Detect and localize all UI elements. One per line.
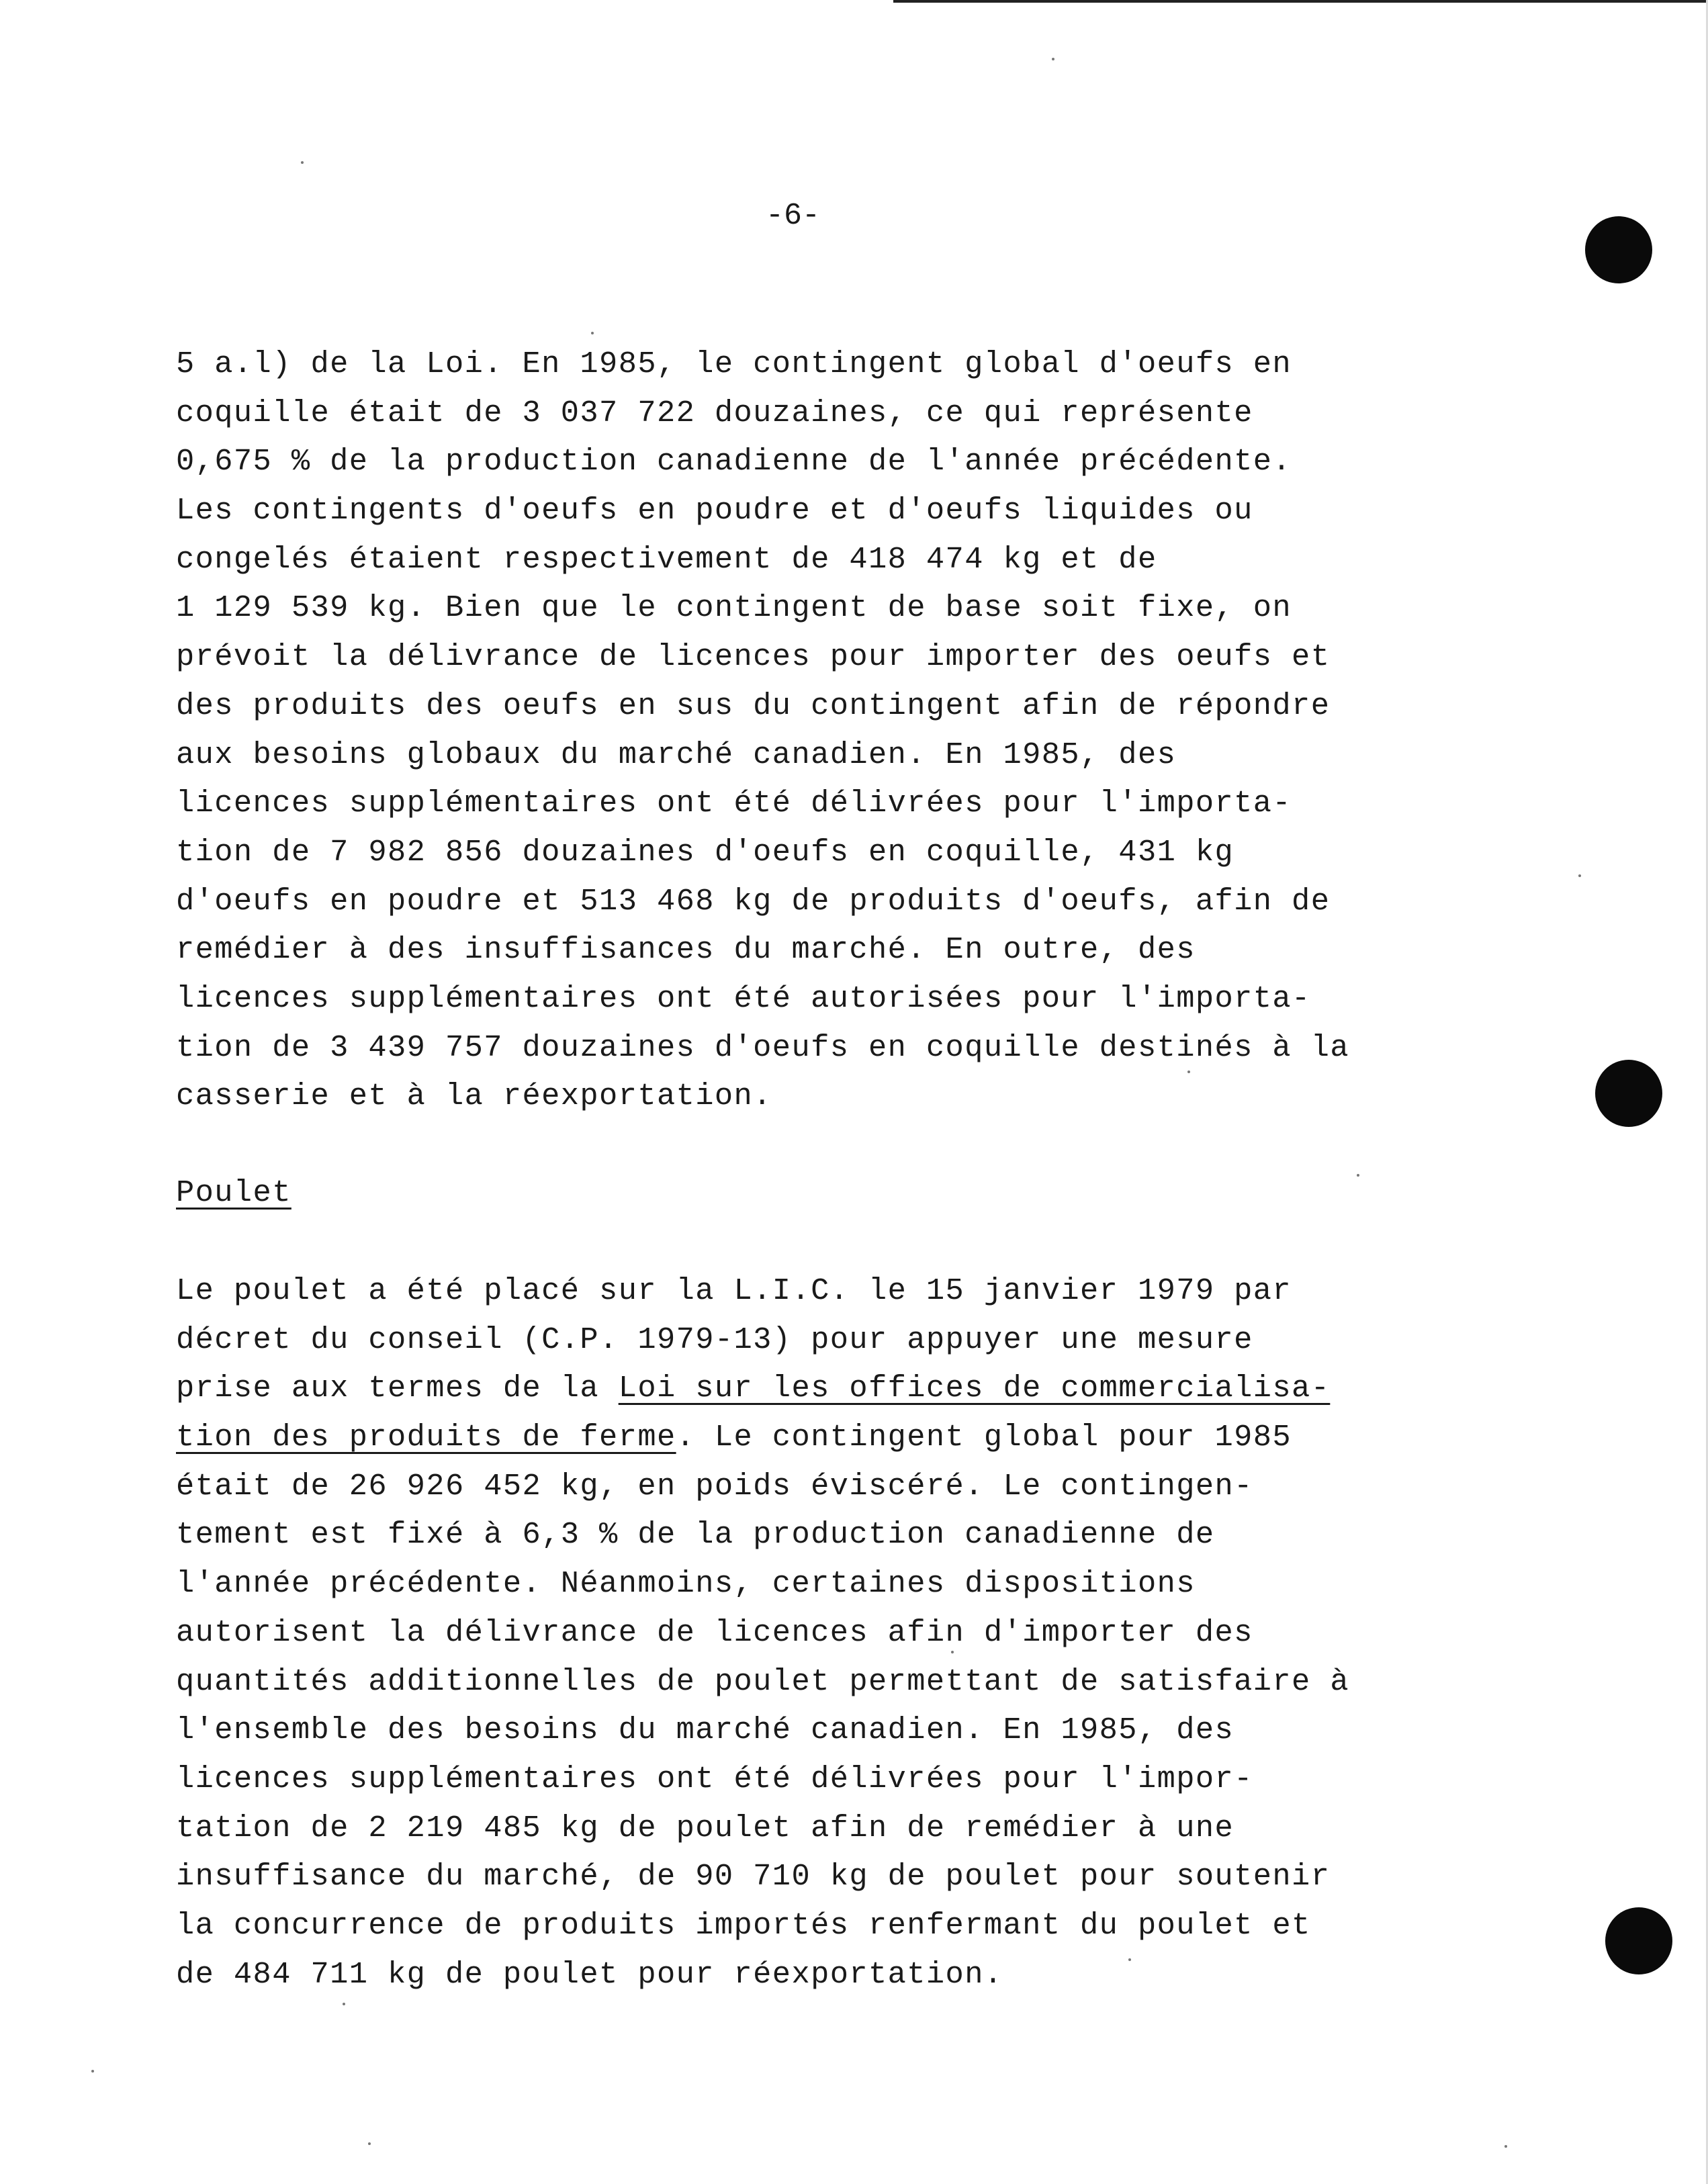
text-line: quantités additionnelles de poulet permettant de satisfaire à [176,1664,1349,1699]
section-heading-poulet: Poulet [176,1175,291,1210]
text-line: congelés étaient respectivement de 418 474 kg et de [176,541,1157,577]
text-line: insuffisance du marché, de 90 710 kg de poulet pour soutenir [176,1859,1331,1895]
text-line: remédier à des insuffisances du marché. En outre, des [176,932,1196,968]
scan-speck [1504,2145,1507,2148]
act-title-underlined: Loi sur les offices de commercialisa- [618,1371,1331,1406]
text-line [176,1364,1425,1413]
paragraph-eggs [176,340,1425,1121]
text-line: prévoit la délivrance de licences pour importer des oeufs et [176,639,1331,675]
text-line: 1 129 539 kg. Bien que le contingent de base soit fixe, on [176,590,1292,626]
scan-speck [1357,1174,1359,1177]
text-line [176,1413,1425,1462]
scan-speck [368,2142,371,2145]
scan-speck [951,1651,954,1653]
text-line: licences supplémentaires ont été autorisées pour l'importa- [176,981,1311,1016]
scan-speck [301,161,304,164]
scan-speck [1187,1071,1190,1073]
text-line: l'année précédente. Néanmoins, certaines dispositions [176,1566,1196,1602]
text-line: Les contingents d'oeufs en poudre et d'oeufs liquides ou [176,493,1253,529]
text-line: de 484 711 kg de poulet pour réexportation. [176,1956,1003,1992]
text-line: 0,675 % de la production canadienne de l'année précédente. [176,444,1292,480]
punch-hole-top [1585,216,1652,283]
scan-speck [91,2070,94,2073]
text-line: coquille était de 3 037 722 douzaines, ce qui représente [176,395,1253,430]
text-line: licences supplémentaires ont été délivrées pour l'importa- [176,786,1292,821]
text-line: tion de 3 439 757 douzaines d'oeufs en coquille destinés à la [176,1030,1349,1065]
text-line: 5 a.l) de la Loi. En 1985, le contingent global d'oeufs en [176,347,1292,381]
text-line: autorisent la délivrance de licences afin d'importer des [176,1614,1253,1650]
text-fragment: prise aux termes de la [176,1371,619,1406]
text-line: tion de 7 982 856 douzaines d'oeufs en coquille, 431 kg [176,834,1234,870]
text-line: casserie et à la réexportation. [176,1079,772,1114]
scan-speck [343,2003,345,2005]
text-line: l'ensemble des besoins du marché canadien. En 1985, des [176,1713,1234,1748]
text-line: tement est fixé à 6,3 % de la production canadienne de [176,1517,1215,1553]
punch-hole-middle [1595,1060,1662,1127]
text-line: d'oeufs en poudre et 513 468 kg de produits d'oeufs, afin de [176,883,1331,919]
scan-speck [1128,1958,1131,1961]
text-line: était de 26 926 452 kg, en poids éviscéré. Le contingen- [176,1468,1253,1504]
scan-speck [1578,874,1581,877]
punch-hole-bottom [1605,1907,1672,1974]
paragraph-poulet [176,1267,1425,1999]
top-edge-rule [893,0,1708,3]
act-title-underlined: tion des produits de ferme [176,1420,676,1455]
text-line: des produits des oeufs en sus du contingent afin de répondre [176,688,1331,723]
text-line: tation de 2 219 485 kg de poulet afin de remédier à une [176,1810,1234,1846]
text-line: Le poulet a été placé sur la L.I.C. le 15 janvier 1979 par [176,1273,1292,1308]
text-line: la concurrence de produits importés renfermant du poulet et [176,1907,1311,1943]
scan-speck [1052,58,1054,60]
text-fragment: . Le contingent global pour 1985 [676,1420,1292,1455]
scan-speck [591,332,594,334]
text-line: aux besoins globaux du marché canadien. En 1985, des [176,737,1177,772]
text-line: licences supplémentaires ont été délivrées pour l'impor- [176,1761,1253,1796]
page-number: -6- [766,199,821,233]
text-line: décret du conseil (C.P. 1979-13) pour appuyer une mesure [176,1322,1253,1357]
